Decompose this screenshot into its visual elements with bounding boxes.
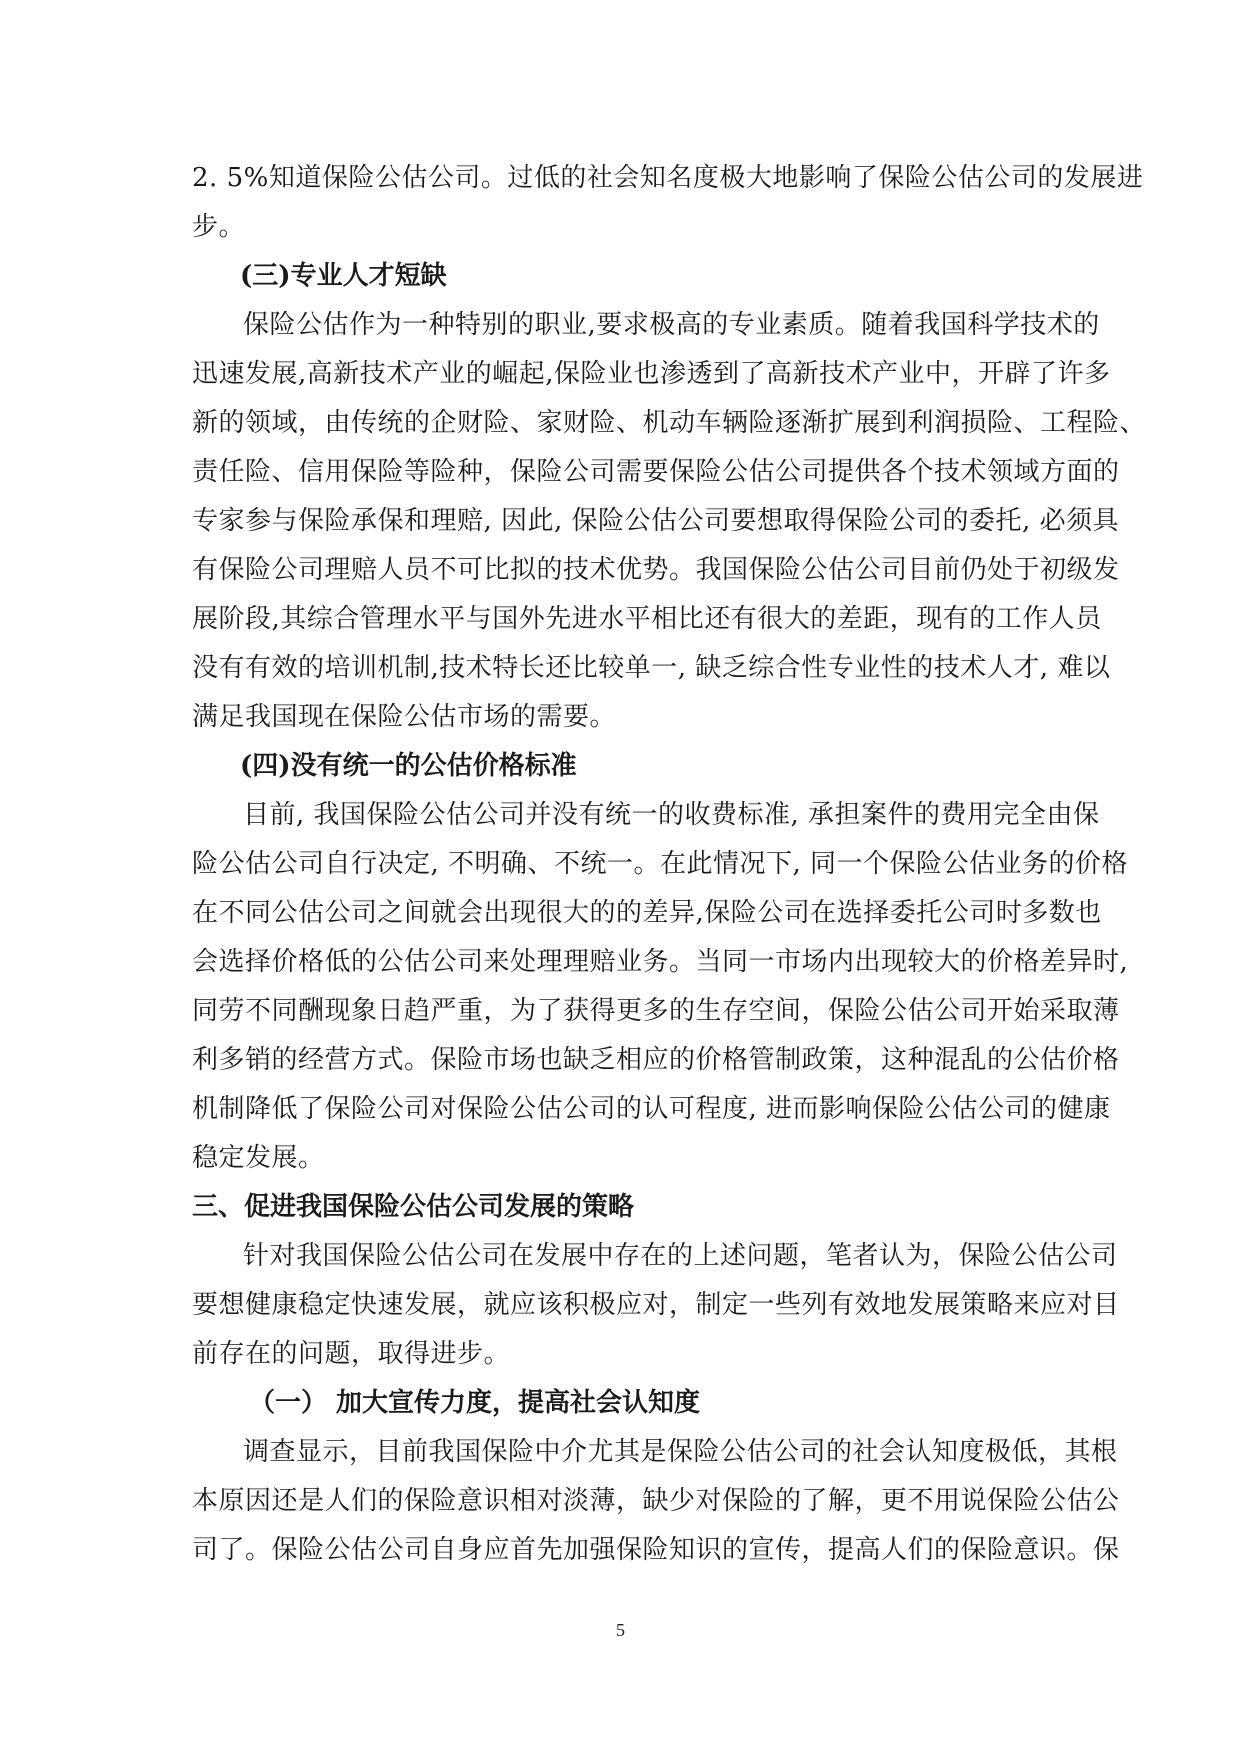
chapter-heading: 三、促进我国保险公估公司发展的策略 — [192, 1192, 635, 1222]
body-text-line: 稳定发展。 — [192, 1143, 325, 1173]
body-text-line: 目前, 我国保险公估公司并没有统一的收费标准, 承担案件的费用完全由保 — [243, 800, 1100, 830]
body-text-line: 专家参与保险承保和理赔, 因此, 保险公估公司要想取得保险公司的委托, 必须具 — [192, 506, 1120, 536]
body-text-line: 步。 — [192, 212, 246, 242]
body-text-line: 同劳不同酬现象日趋严重，为了获得更多的生存空间，保险公估公司开始采取薄 — [192, 996, 1120, 1026]
body-text-line: 本原因还是人们的保险意识相对淡薄，缺少对保险的了解，更不用说保险公估公 — [192, 1486, 1120, 1516]
body-text-line: 会选择价格低的公估公司来处理理赔业务。当同一市场内出现较大的价格差异时, — [192, 947, 1129, 977]
body-text-line: 有保险公司理赔人员不可比拟的技术优势。我国保险公估公司目前仍处于初级发 — [192, 555, 1120, 585]
body-text-line: 展阶段,其综合管理水平与国外先进水平相比还有很大的差距，现有的工作人员 — [192, 604, 1102, 634]
body-text-line: 机制降低了保险公司对保险公估公司的认可程度, 进而影响保险公估公司的健康 — [192, 1094, 1111, 1124]
body-text-line: 调查显示，目前我国保险中介尤其是保险公估公司的社会认知度极低，其根 — [243, 1437, 1118, 1467]
body-text-line: 满足我国现在保险公估市场的需要。 — [192, 702, 617, 732]
body-text-line: 针对我国保险公估公司在发展中存在的上述问题，笔者认为，保险公估公司 — [243, 1241, 1118, 1271]
body-text-line: 新的领域，由传统的企财险、家财险、机动车辆险逐渐扩展到利润损险、工程险、 — [192, 408, 1147, 438]
body-text-line: 要想健康稳定快速发展，就应该积极应对，制定一些列有效地发展策略来应对目 — [192, 1290, 1120, 1320]
section-heading: (四)没有统一的公估价格标准 — [240, 751, 577, 781]
body-text-line: 迅速发展,高新技术产业的崛起,保险业也渗透到了高新技术产业中，开辟了许多 — [192, 359, 1111, 389]
body-text-line: 没有有效的培训机制,技术特长还比较单一, 缺乏综合性专业性的技术人才, 难以 — [192, 653, 1111, 683]
body-text-line: 责任险、信用保险等险种，保险公司需要保险公估公司提供各个技术领域方面的 — [192, 457, 1120, 487]
body-text-line: 保险公估作为一种特别的职业,要求极高的专业素质。随着我国科学技术的 — [243, 310, 1100, 340]
body-text-line: 2. 5%知道保险公估公司。过低的社会知名度极大地影响了保险公估公司的发展进 — [192, 163, 1144, 193]
page-number: 5 — [616, 1620, 625, 1640]
body-text-line: 前存在的问题，取得进步。 — [192, 1339, 511, 1369]
section-heading: （一） 加大宣传力度，提高社会认知度 — [249, 1388, 701, 1418]
body-text-line: 利多销的经营方式。保险市场也缺乏相应的价格管制政策，这种混乱的公估价格 — [192, 1045, 1120, 1075]
document-page — [192, 154, 1147, 1575]
section-heading: (三)专业人才短缺 — [240, 261, 447, 291]
body-text-line: 司了。保险公估公司自身应首先加强保险知识的宣传，提高人们的保险意识。保 — [192, 1535, 1120, 1565]
body-text-line: 险公估公司自行决定, 不明确、不统一。在此情况下, 同一个保险公估业务的价格 — [192, 849, 1129, 879]
body-text-line: 在不同公估公司之间就会出现很大的的差异,保险公司在选择委托公司时多数也 — [192, 898, 1102, 928]
